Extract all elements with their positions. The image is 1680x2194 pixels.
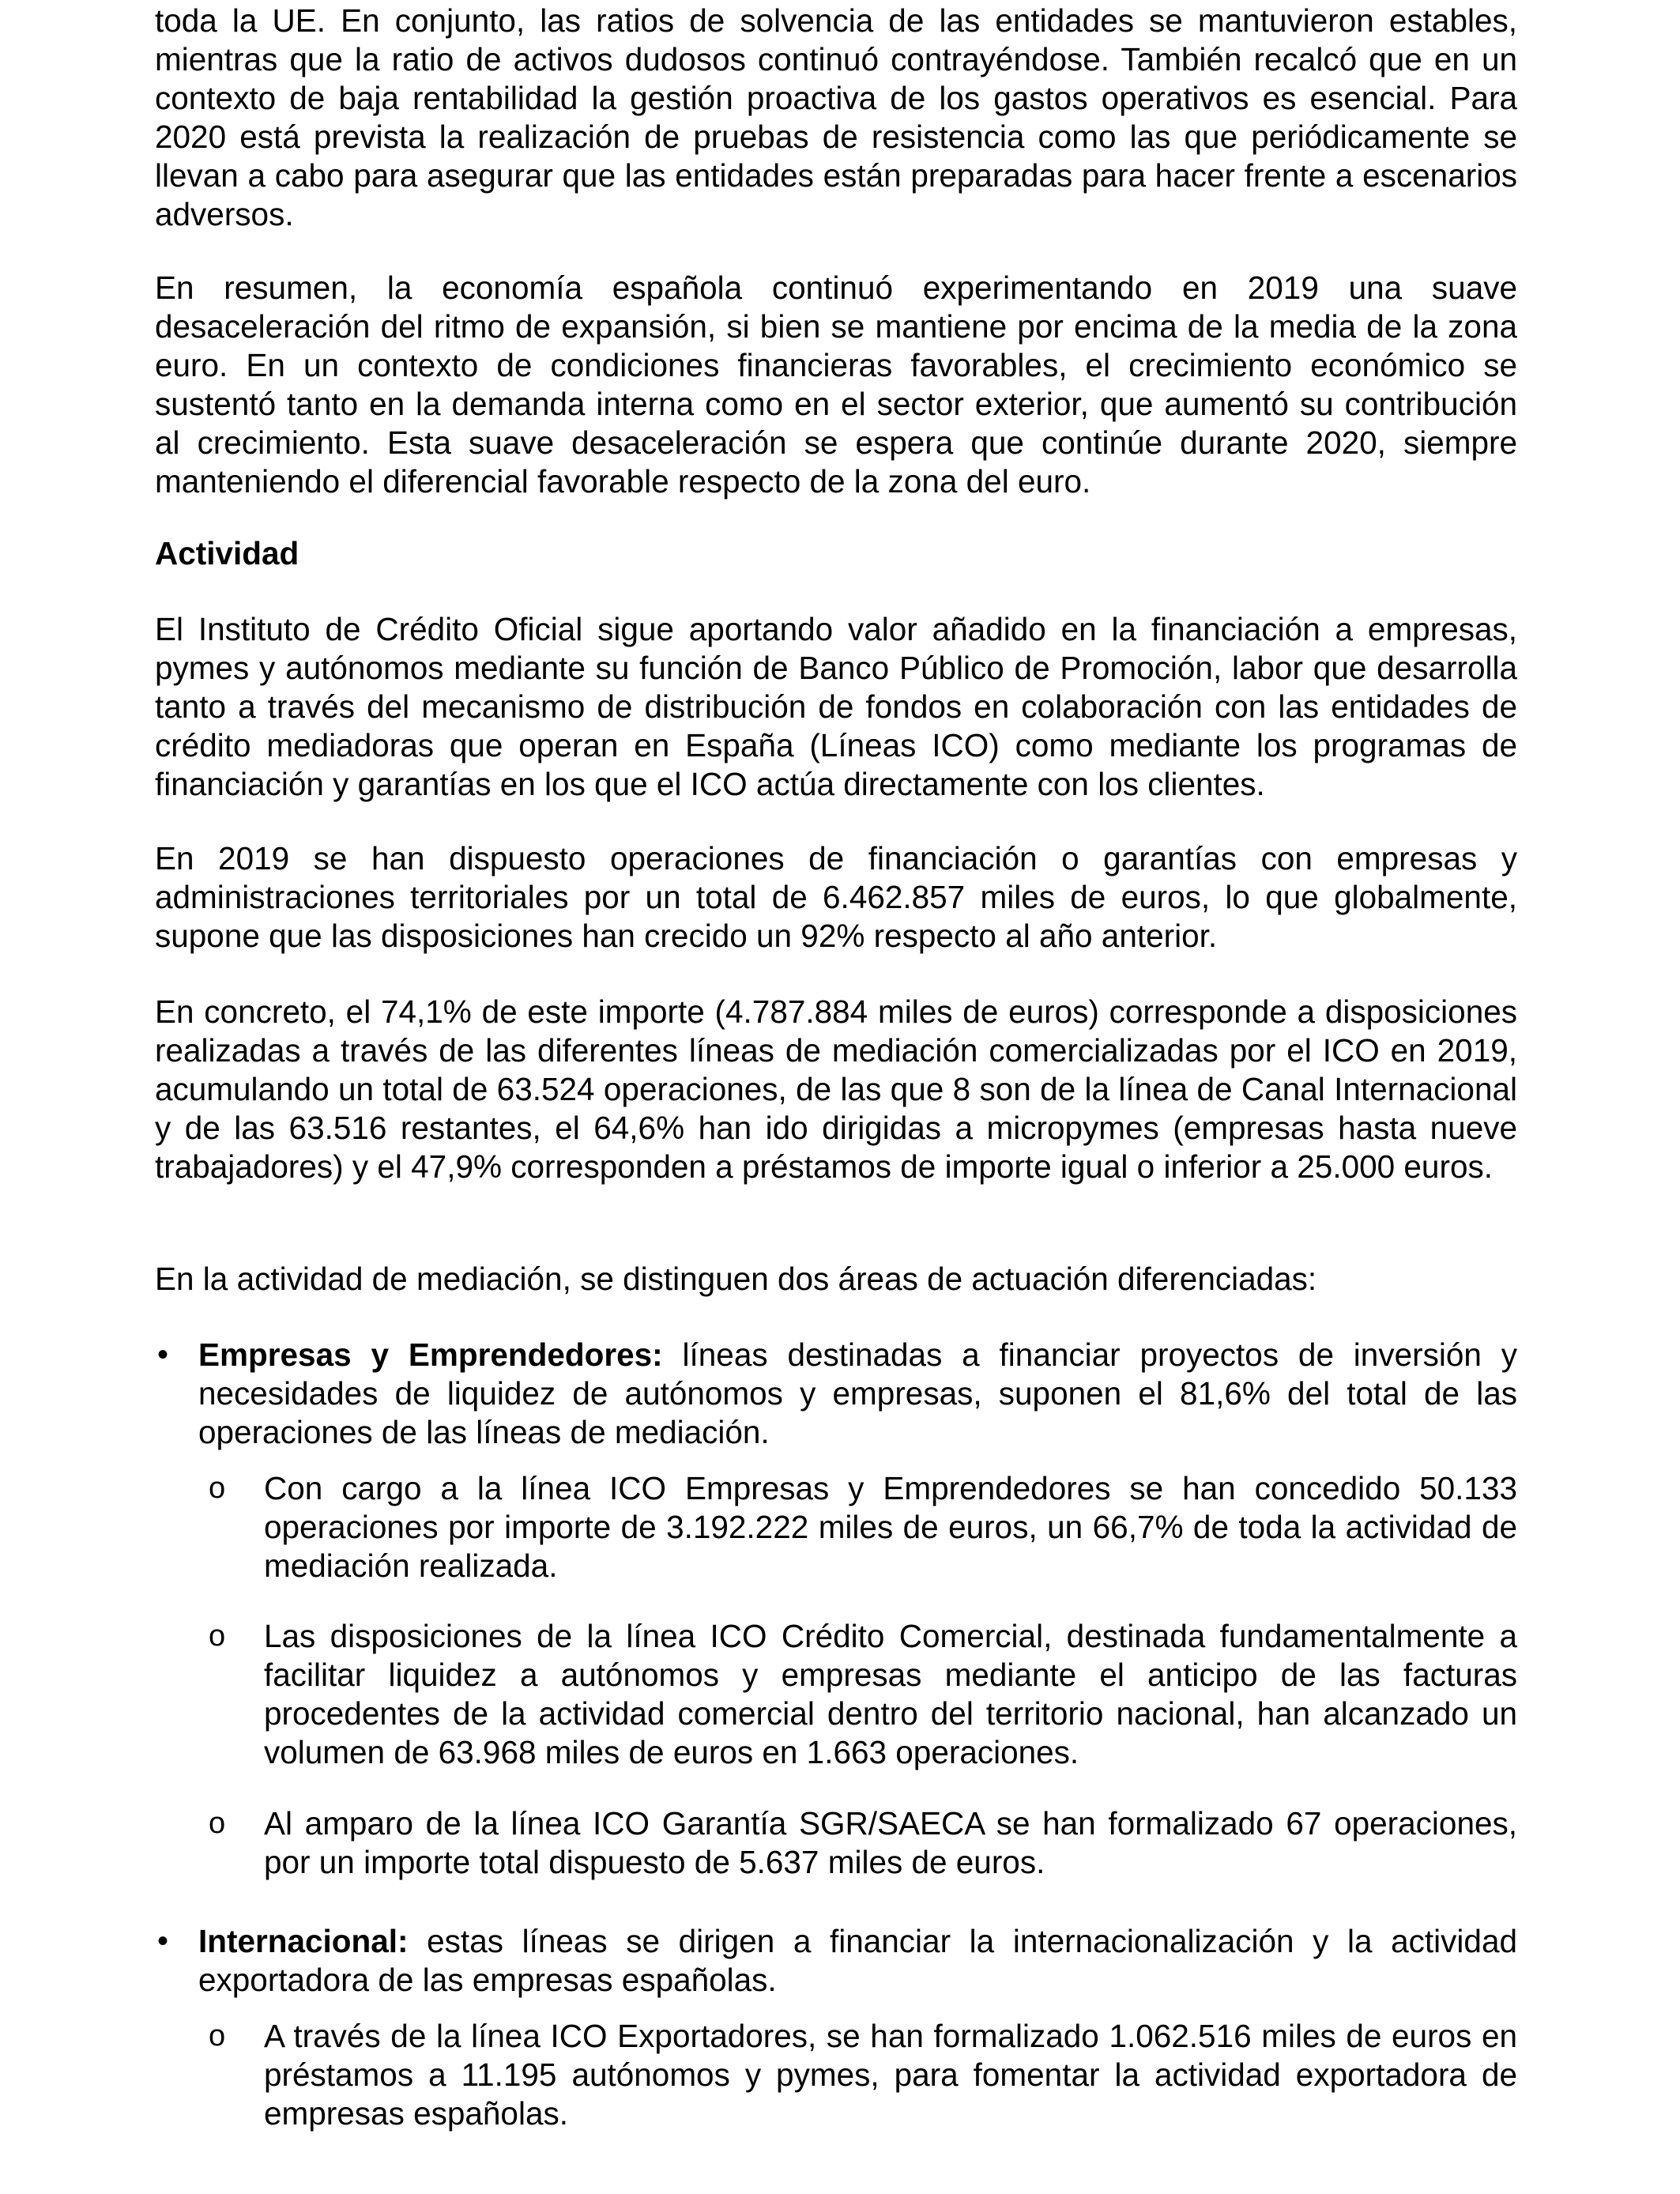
sub-bullet-icon: o bbox=[209, 1472, 226, 1505]
sub-bullet-text: Con cargo a la línea ICO Empresas y Emprendedores se han concedido 50.133 operaciones por importe de 3.192.222 miles de euros, un 66,7% de toda la actividad de mediación realizada. bbox=[264, 1470, 1517, 1584]
paragraph-areas-actuacion: En la actividad de mediación, se distinguen dos áreas de actuación diferenciadas: bbox=[155, 1261, 1317, 1297]
section-heading-actividad: Actividad bbox=[155, 535, 299, 571]
paragraph-disposiciones-2019: En 2019 se han dispuesto operaciones de financiación o garantías con empresas y administraciones territoriales por un total de 6.462.857 miles de euros, lo que globalmente, supone que las disposiciones han crecido un 92% respecto al año anterior. bbox=[155, 840, 1517, 954]
bullet-text bbox=[198, 1336, 1517, 1452]
bullet-body: estas líneas se dirigen a financiar la internacionalización y la actividad exportadora de las empresas españolas. bbox=[198, 1923, 1517, 1998]
paragraph-instituto: El Instituto de Crédito Oficial sigue aportando valor añadido en la financiación a empresas, pymes y autónomos mediante su función de Banco Público de Promoción, labor que desarrolla tanto a través del mecanismo de distribución de fondos en colaboración con las entidades de crédito mediadoras que operan en España (Líneas ICO) como mediante los programas de financiación y garantías en los que el ICO actúa directamente con los clientes. bbox=[155, 611, 1517, 802]
bullet-label: Internacional: bbox=[198, 1923, 409, 1959]
sub-bullet-icon: o bbox=[209, 1807, 226, 1840]
bullet-body: líneas destinadas a financiar proyectos de inversión y necesidades de liquidez de autónomos y empresas, suponen el 81,6% del total de las operaciones de las líneas de mediación. bbox=[198, 1336, 1517, 1450]
bullet-text bbox=[198, 1922, 1517, 2000]
sub-bullet-text: A través de la línea ICO Exportadores, se han formalizado 1.062.516 miles de euros en préstamos a 11.195 autónomos y pymes, para fomentar la actividad exportadora de empresas españolas. bbox=[264, 2018, 1517, 2132]
sub-bullet-icon: o bbox=[209, 1619, 226, 1653]
sub-bullet-text: Las disposiciones de la línea ICO Crédito Comercial, destinada fundamentalmente a facilitar liquidez a autónomos y empresas mediante el anticipo de las facturas procedentes de la actividad comercial dentro del territorio nacional, han alcanzado un volumen de 63.968 miles de euros en 1.663 operaciones. bbox=[264, 1618, 1517, 1770]
bullet-icon: • bbox=[157, 1924, 169, 1958]
sub-bullet-icon: o bbox=[209, 2019, 226, 2053]
paragraph-solvencia: toda la UE. En conjunto, las ratios de solvencia de las entidades se mantuvieron estables, mientras que la ratio de activos dudosos continuó contrayéndose. También recalcó que en un contexto de baja rentabilidad la gestión proactiva de los gastos operativos es esencial. Para 2020 está prevista la realización de pruebas de resistencia como las que periódicamente se llevan a cabo para asegurar que las entidades están preparadas para hacer frente a escenarios adversos. bbox=[155, 2, 1517, 232]
sub-bullet-text: Al amparo de la línea ICO Garantía SGR/SAECA se han formalizado 67 operaciones, por un importe total dispuesto de 5.637 miles de euros. bbox=[264, 1805, 1517, 1880]
bullet-label: Empresas y Emprendedores: bbox=[198, 1336, 663, 1373]
paragraph-resumen: En resumen, la economía española continuó experimentando en 2019 una suave desaceleración del ritmo de expansión, si bien se mantiene por encima de la media de la zona euro. En un contexto de condiciones financieras favorables, el crecimiento económico se sustentó tanto en la demanda interna como en el sector exterior, que aumentó su contribución al crecimiento. Esta suave desaceleración se espera que continúe durante 2020, siempre manteniendo el diferencial favorable respecto de la zona del euro. bbox=[155, 270, 1517, 499]
paragraph-mediacion-detalle: En concreto, el 74,1% de este importe (4.787.884 miles de euros) corresponde a disposiciones realizadas a través de las diferentes líneas de mediación comercializadas por el ICO en 2019, acumulando un total de 63.524 operaciones, de las que 8 son de la línea de Canal Internacional y de las 63.516 restantes, el 64,6% han ido dirigidas a micropymes (empresas hasta nueve trabajadores) y el 47,9% corresponden a préstamos de importe igual o inferior a 25.000 euros. bbox=[155, 993, 1517, 1185]
bullet-icon: • bbox=[157, 1337, 169, 1372]
